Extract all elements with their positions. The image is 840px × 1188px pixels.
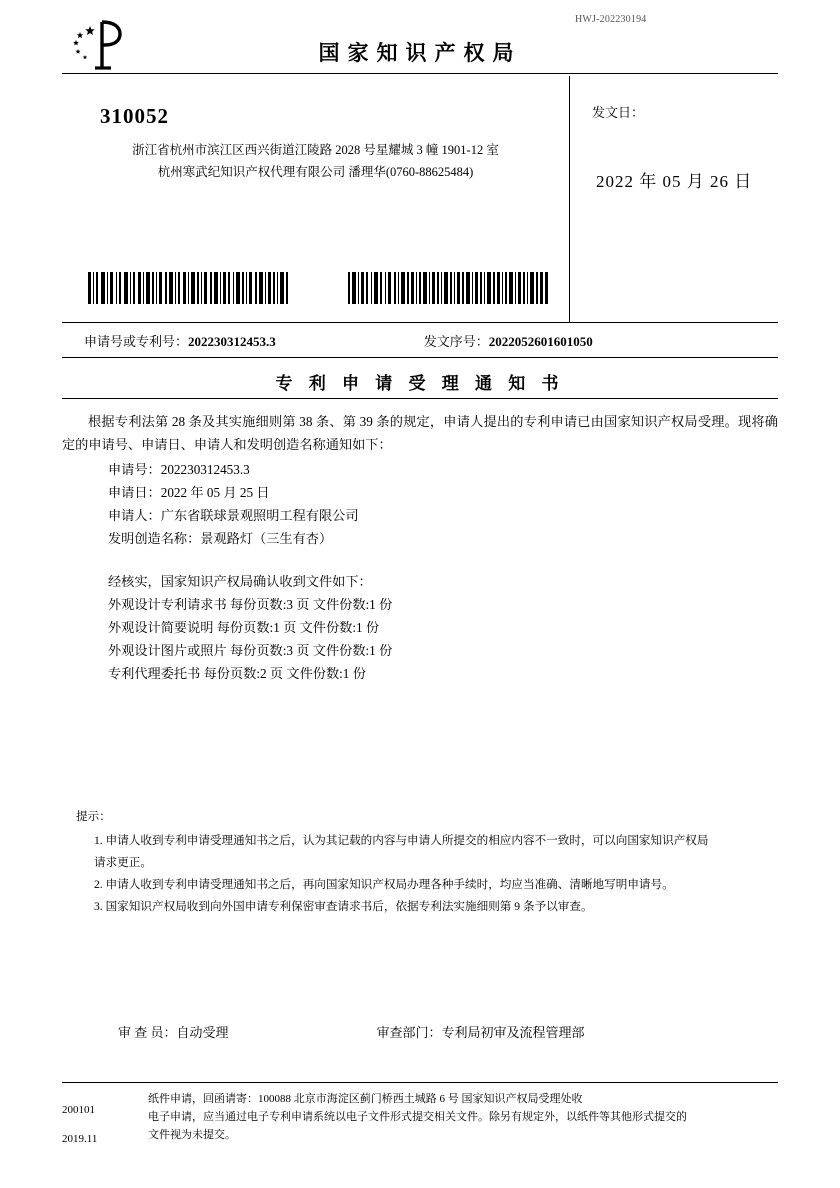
examiner-label: 审 查 员：: [118, 1025, 177, 1040]
department-field: [377, 1022, 585, 1041]
numbers-row: [62, 322, 778, 358]
issue-date-value: 2022 年 05 月 26 日: [596, 172, 753, 191]
signature-row: [62, 1022, 778, 1041]
footer-divider: [62, 1082, 778, 1083]
department-value: 专利局初审及流程管理部: [441, 1025, 585, 1040]
document-item: 外观设计专利请求书 每份页数:3 页 文件份数:1 份: [108, 597, 393, 612]
field-filing-date: 申请日：2022 年 05 月 25 日: [108, 485, 270, 500]
note-item: 1. 申请人收到专利申请受理通知书之后，认为其记载的内容与申请人所提交的相应内容不一致时，可以向国家知识产权局: [94, 834, 709, 847]
document-title: 专 利 申 请 受 理 通 知 书: [275, 374, 565, 393]
issue-date-label: 发文日：: [592, 105, 645, 120]
documents-received-heading: 经核实，国家知识产权局确认收到文件如下：: [108, 574, 372, 589]
state-emblem-icon: [62, 18, 132, 72]
document-body: [62, 410, 778, 685]
footer-code-1: 200101: [62, 1104, 95, 1116]
document-header: [62, 22, 778, 74]
application-number-field: [84, 331, 276, 350]
addressee-address-line2: 杭州寒武纪知识产权代理有限公司 潘理华(0760-88625484): [157, 165, 474, 179]
application-number-label: 申请号或专利号：: [84, 333, 189, 349]
addressee-address: [62, 139, 569, 183]
department-label: 审查部门：: [376, 1025, 442, 1040]
field-applicant: 申请人：广东省联球景观照明工程有限公司: [108, 508, 359, 523]
examiner-field: [118, 1022, 229, 1041]
footer-codes: [62, 1090, 148, 1159]
note-item-continued: 请求更正。: [94, 856, 152, 869]
footer-line-1: 纸件申请，回函请寄：100088 北京市海淀区蓟门桥西土城路 6 号 国家知识产权局受理处收: [148, 1093, 583, 1105]
sequence-number-label: 发文序号：: [423, 333, 489, 349]
barcode-icon: [88, 272, 288, 304]
application-number-value: 202230312453.3: [188, 333, 276, 349]
field-application-number: 申请号：202230312453.3: [108, 462, 250, 477]
title-divider: [62, 398, 778, 399]
note-item: 3. 国家知识产权局收到向外国申请专利保密审查请求书后，依据专利法实施细则第 9 条予以审查。: [94, 900, 593, 913]
document-reference-number: HWJ-202230194: [575, 14, 647, 25]
footer-line-2: 电子申请，应当通过电子专利申请系统以电子文件形式提交相关文件。除另有规定外，以纸件等其他形式提交的: [148, 1111, 687, 1123]
notes-heading: 提示：: [76, 810, 111, 823]
footer-text: [148, 1090, 778, 1159]
sequence-number-value: 2022052601601050: [488, 333, 593, 349]
document-item: 外观设计图片或照片 每份页数:3 页 文件份数:1 份: [108, 643, 393, 658]
document-item: 外观设计简要说明 每份页数:1 页 文件份数:1 份: [108, 620, 380, 635]
examiner-value: 自动受理: [176, 1025, 229, 1040]
issue-date-block: [570, 76, 778, 322]
body-spacer: [62, 550, 778, 570]
sequence-number-field: [424, 331, 593, 350]
page-title: 国家知识产权局: [318, 41, 522, 65]
barcode-icon: [348, 272, 548, 304]
postcode: 310052: [100, 104, 169, 128]
barcode-row: [62, 272, 570, 304]
note-item: 2. 申请人收到专利申请受理通知书之后，再向国家知识产权局办理各种手续时，均应当准确、清晰地写明申请号。: [94, 878, 674, 891]
document-footer: [62, 1090, 778, 1159]
document-item: 专利代理委托书 每份页数:2 页 文件份数:1 份: [108, 666, 366, 681]
addressee-address-line1: 浙江省杭州市滨江区西兴街道江陵路 2028 号星耀城 3 幢 1901-12 室: [132, 143, 499, 157]
notes-section: [76, 806, 766, 918]
addressee-block: [62, 76, 570, 322]
footer-line-3: 文件视为未提交。: [148, 1129, 236, 1141]
body-paragraph: 根据专利法第 28 条及其实施细则第 38 条、第 39 条的规定，申请人提出的专利申请已由国家知识产权局受理。现将确定的申请号、申请日、申请人和发明创造名称通知如下：: [62, 414, 778, 452]
footer-code-2: 2019.11: [62, 1133, 98, 1145]
field-invention-title: 发明创造名称：景观路灯（三生有杏）: [108, 531, 333, 546]
